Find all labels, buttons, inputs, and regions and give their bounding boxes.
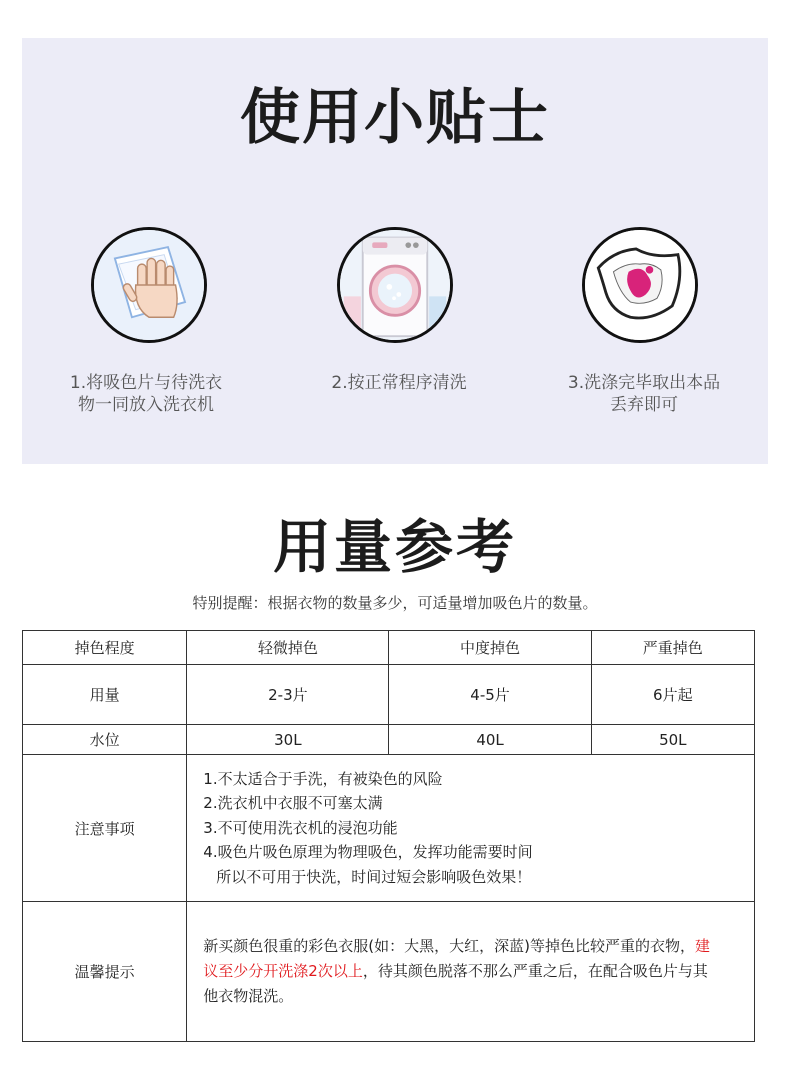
- table-cell: 40L: [389, 725, 591, 755]
- list-item: 4.吸色片吸色原理为物理吸色，发挥功能需要时间: [203, 843, 533, 862]
- hand-cloth-icon: [91, 227, 207, 343]
- header-cell: 严重掉色: [591, 631, 754, 665]
- step-1-text: 1.将吸色片与待洗衣 物一同放入洗衣机: [69, 373, 223, 415]
- washing-machine-icon: [337, 227, 453, 343]
- header-cell: 中度掉色: [389, 631, 591, 665]
- list-item: 2.洗衣机中衣服不可塞太满: [203, 794, 383, 813]
- table-row: [23, 665, 755, 725]
- notes-cell: [187, 755, 755, 902]
- reminder-cell: [187, 902, 755, 1042]
- table-row: [23, 755, 755, 902]
- list-item: 3.不可使用洗衣机的浸泡功能: [203, 818, 398, 837]
- row-label: 用量: [23, 665, 187, 725]
- table-cell: 2-3片: [187, 665, 389, 725]
- table-row: [23, 631, 755, 665]
- row-label: 水位: [23, 725, 187, 755]
- step-3-text: 3.洗涤完毕取出本品 丢弃即可: [567, 373, 721, 415]
- table-cell: 6片起: [591, 665, 754, 725]
- usage-note: 特别提醒：根据衣物的数量多少，可适量增加吸色片的数量。: [192, 594, 598, 612]
- usage-table: [22, 630, 755, 1042]
- table-row: [23, 725, 755, 755]
- table-row: [23, 902, 755, 1042]
- stained-sheet-icon: [582, 227, 698, 343]
- list-item: 所以不可用于快洗，时间过短会影响吸色效果！: [216, 867, 532, 886]
- list-item: 1.不太适合于手洗，有被染色的风险: [203, 769, 443, 788]
- row-label: 注意事项: [23, 755, 187, 902]
- usage-title: 用量参考: [272, 513, 517, 581]
- reminder-highlight: 建议至少分开洗涤2次以上: [203, 937, 711, 980]
- row-label: 温馨提示: [23, 902, 187, 1042]
- table-cell: 50L: [591, 725, 754, 755]
- header-cell: 掉色程度: [23, 631, 187, 665]
- table-cell: 30L: [187, 725, 389, 755]
- notes-list: [203, 767, 754, 890]
- header-cell: 轻微掉色: [187, 631, 389, 665]
- reminder-text: 新买颜色很重的彩色衣服(如：大黑，大红，深蓝)等掉色比较严重的衣物，建议至少分开洗涤2次以上，待其颜色脱落不那么严重之后，在配合吸色片与其他衣物混洗。: [203, 937, 711, 1005]
- step-2-text: 2.按正常程序清洗: [331, 373, 467, 393]
- tips-title: 使用小贴士: [240, 83, 550, 153]
- table-cell: 4-5片: [389, 665, 591, 725]
